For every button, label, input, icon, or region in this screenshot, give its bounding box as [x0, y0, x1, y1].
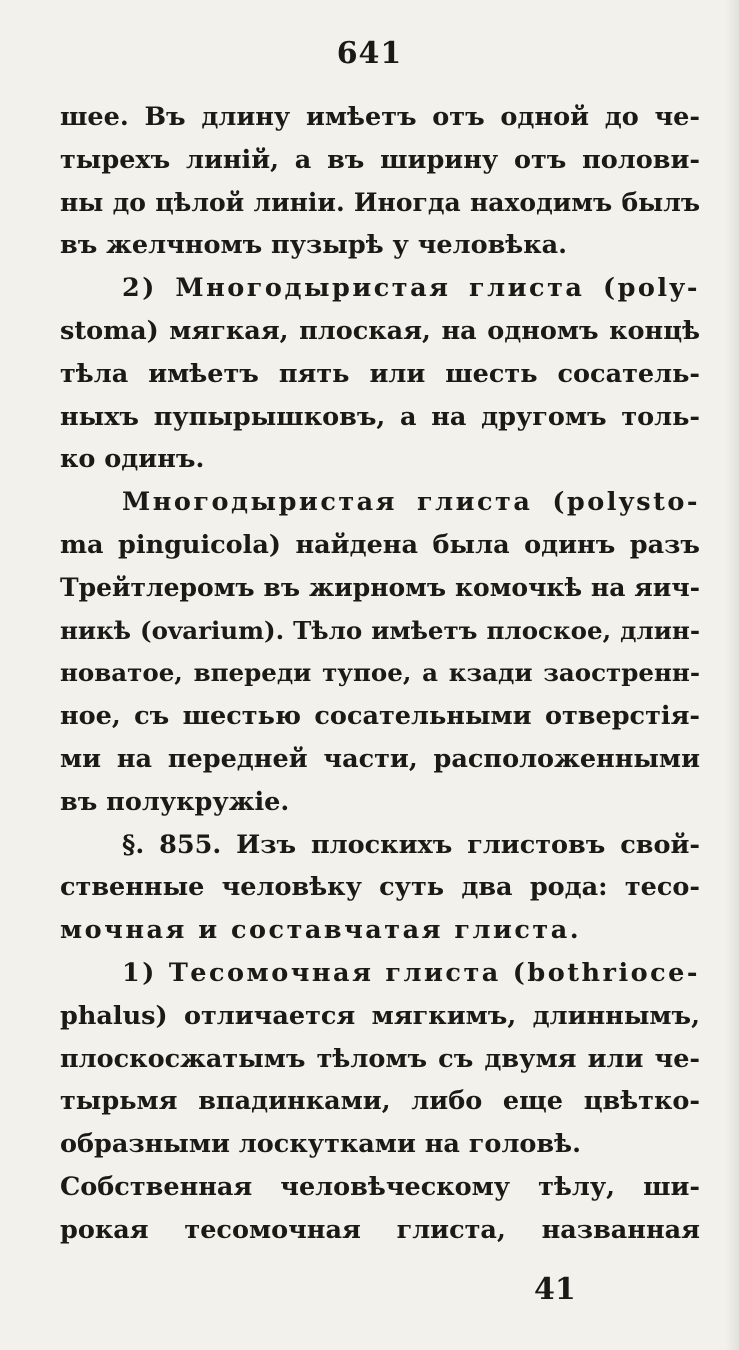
text-line: шее. Въ длину имѣетъ отъ одной до че-: [60, 102, 700, 132]
signature-mark: 41: [534, 1272, 576, 1307]
text-line: ma pinguicola) найдена была одинъ разъ: [60, 529, 700, 560]
text-line: §. 855. Изъ плоскихъ глистовъ свой-: [122, 829, 700, 860]
text-line: ное, съ шестью сосательными отверстія-: [60, 701, 700, 732]
text-line: Многодыристая глиста (polysto-: [122, 487, 700, 518]
text-line: въ полукружіе.: [60, 786, 290, 817]
text-line: 1) Тесомочная глиста (bothrioce-: [122, 957, 700, 988]
text-line: ми на передней части, расположенными: [60, 743, 700, 774]
text-line: Трейтлеромъ въ жирномъ комочкѣ на яич-: [60, 572, 700, 602]
text-line: тырьмя впадинками, либо еще цвѣтко-: [60, 1086, 700, 1117]
text-line: Собственная человѣческому тѣлу, ши-: [60, 1171, 700, 1202]
page-number: 641: [336, 36, 403, 71]
page-edge-shadow: [725, 0, 739, 1350]
text-line: въ желчномъ пузырѣ у человѣка.: [60, 230, 568, 261]
text-line: ственные человѣку суть два рода: тесо-: [60, 872, 700, 903]
text-line: новатое, впереди тупое, а кзади заостренн-: [60, 658, 700, 688]
text-line: тырехъ линій, а въ ширину отъ полови-: [60, 144, 700, 175]
text-line: никѣ (ovarium). Тѣло имѣетъ плоское, длин-: [60, 615, 700, 645]
text-line: ны до цѣлой линіи. Иногда находимъ былъ: [60, 187, 700, 217]
text-line: плоскосжатымъ тѣломъ съ двумя или че-: [60, 1043, 700, 1074]
text-line: stoma) мягкая, плоская, на одномъ концѣ: [60, 315, 700, 346]
body-text: [60, 96, 700, 1252]
text-line: 2) Многодыристая глиста (poly-: [122, 273, 700, 304]
text-line: тѣла имѣетъ пять или шесть сосатель-: [60, 358, 700, 389]
text-line: ко одинъ.: [60, 444, 205, 475]
text-line: phalus) отличается мягкимъ, длиннымъ,: [60, 1000, 700, 1031]
text-line: образными лоскутками на головѣ.: [60, 1129, 581, 1160]
text-line: ныхъ пупырышковъ, а на другомъ толь-: [60, 401, 700, 432]
text-line: рокая тесомочная глиста, названная: [60, 1214, 700, 1245]
text-line: мочная и составчатая глиста.: [60, 915, 582, 946]
